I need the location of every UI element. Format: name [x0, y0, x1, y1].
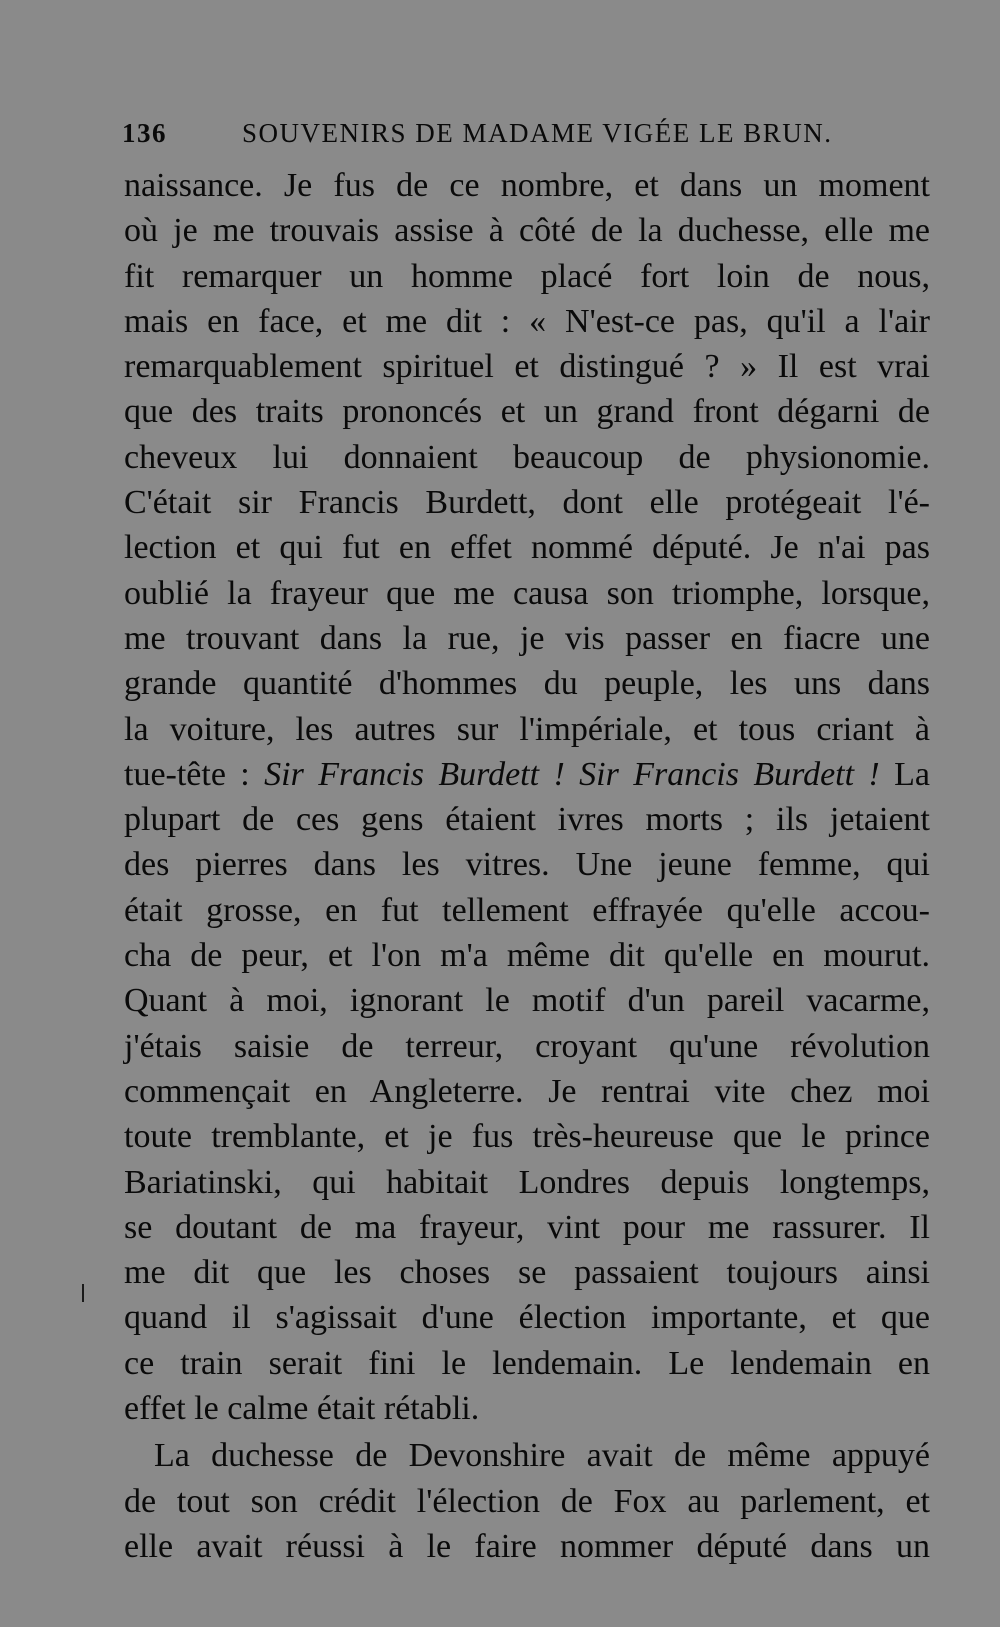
- text-line: me trouvant dans la rue, je vis passer en fiacre une: [124, 619, 930, 657]
- body-text: [124, 163, 930, 1569]
- text-segment: tue-tête :: [124, 755, 265, 793]
- page-number: 136: [122, 118, 167, 148]
- text-line: cha de peur, et l'on m'a même dit qu'elle en mourut.: [124, 937, 930, 975]
- italic-text-line: [124, 752, 930, 797]
- text-line: me dit que les choses se passaient toujours ainsi: [124, 1254, 930, 1292]
- text-line: plupart de ces gens étaient ivres morts ; ils jetaient: [124, 801, 930, 839]
- text-line: de tout son crédit l'élection de Fox au parlement, et: [124, 1482, 930, 1520]
- text-line: oublié la frayeur que me causa son triomphe, lorsque,: [124, 574, 930, 612]
- text-line: effet le calme était rétabli.: [124, 1390, 480, 1428]
- text-line: où je me trouvais assise à côté de la duchesse, elle me: [124, 212, 930, 250]
- text-line: ce train serait fini le lendemain. Le lendemain en: [124, 1344, 930, 1382]
- text-line: fit remarquer un homme placé fort loin de nous,: [124, 257, 930, 295]
- text-line: elle avait réussi à le faire nommer député dans un: [124, 1527, 930, 1565]
- margin-mark: [82, 1284, 84, 1302]
- text-line: cheveux lui donnaient beaucoup de physionomie.: [124, 438, 930, 476]
- text-line: la voiture, les autres sur l'impériale, et tous criant à: [124, 710, 930, 748]
- text-line: Bariatinski, qui habitait Londres depuis longtemps,: [124, 1163, 930, 1201]
- text-line: des pierres dans les vitres. Une jeune femme, qui: [124, 846, 930, 884]
- text-line: lection et qui fut en effet nommé député. Je n'ai pas: [124, 529, 930, 567]
- text-line: naissance. Je fus de ce nombre, et dans un moment: [124, 167, 930, 204]
- text-line: C'était sir Francis Burdett, dont elle protégeait l'é-: [124, 484, 930, 522]
- text-line: La duchesse de Devonshire avait de même appuyé: [154, 1437, 930, 1475]
- text-line: remarquablement spirituel et distingué ? » Il est vrai: [124, 348, 930, 386]
- text-line: mais en face, et me dit : « N'est-ce pas, qu'il a l'air: [124, 302, 930, 340]
- text-line: Quant à moi, ignorant le motif d'un pareil vacarme,: [124, 982, 930, 1020]
- text-segment: La: [879, 755, 931, 793]
- page-header: [122, 112, 932, 152]
- text-line: se doutant de ma frayeur, vint pour me rassurer. Il: [124, 1208, 930, 1246]
- italic-quote: Sir Francis Burdett ! Sir Francis Burdett !: [264, 755, 880, 793]
- text-line: grande quantité d'hommes du peuple, les uns dans: [124, 665, 930, 703]
- text-line: quand il s'agissait d'une élection importante, et que: [124, 1299, 930, 1337]
- text-line: commençait en Angleterre. Je rentrai vite chez moi: [124, 1072, 930, 1110]
- text-line: que des traits prononcés et un grand front dégarni de: [124, 393, 930, 431]
- text-line: j'étais saisie de terreur, croyant qu'une révolution: [124, 1027, 930, 1065]
- text-line: était grosse, en fut tellement effrayée qu'elle accou-: [124, 891, 930, 929]
- running-title: SOUVENIRS DE MADAME VIGÉE LE BRUN.: [242, 118, 833, 148]
- text-line: toute tremblante, et je fus très-heureuse que le prince: [124, 1118, 930, 1156]
